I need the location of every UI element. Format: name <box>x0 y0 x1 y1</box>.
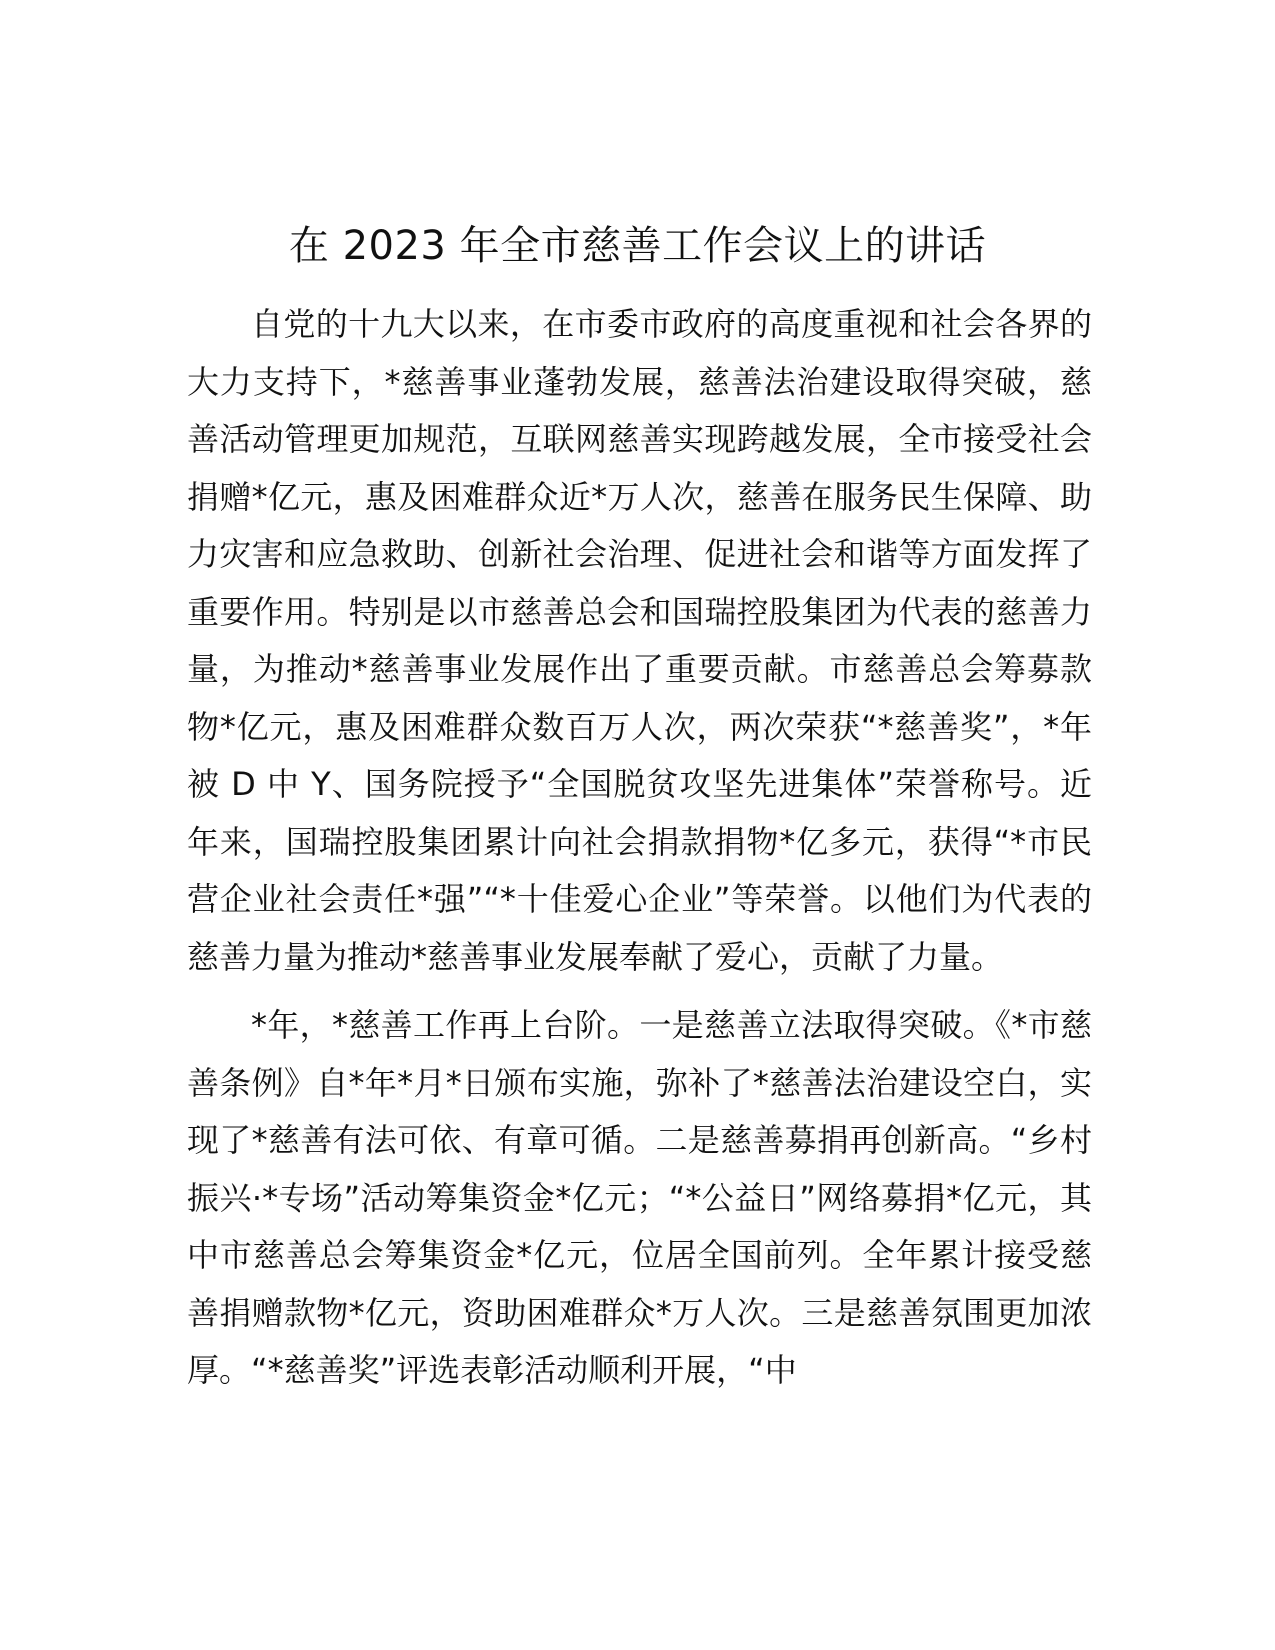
paragraph-1: 自党的十九大以来，在市委市政府的高度重视和社会各界的大力支持下，*慈善事业蓬勃发展，慈善法治建设取得突破，慈善活动管理更加规范，互联网慈善实现跨越发展，全市接受社会捐赠*亿元，惠及困难群众近*万人次，慈善在服务民生保障、助力灾害和应急救助、创新社会治理、促进社会和谐等方面发挥了重要作用。特别是以市慈善总会和国瑞控股集团为代表的慈善力量，为推动*慈善事业发展作出了重要贡献。市慈善总会筹募款物*亿元，惠及困难群众数百万人次，两次荣获“*慈善奖”，*年被 D 中 Y、国务院授予“全国脱贫攻坚先进集体”荣誉称号。近年来，国瑞控股集团累计向社会捐款捐物*亿多元，获得“*市民营企业社会责任*强”“*十佳爱心企业”等荣誉。以他们为代表的慈善力量为推动*慈善事业发展奉献了爱心，贡献了力量。 <box>187 305 1092 976</box>
paragraph-2: *年，*慈善工作再上台阶。一是慈善立法取得突破。《*市慈善条例》自*年*月*日颁布实施，弥补了*慈善法治建设空白，实现了*慈善有法可依、有章可循。二是慈善募捐再创新高。“乡村振兴·*专场”活动筹集资金*亿元；“*公益日”网络募捐*亿元，其中市慈善总会筹集资金*亿元，位居全国前列。全年累计接受慈善捐赠款物*亿元，资助困难群众*万人次。三是慈善氛围更加浓厚。“*慈善奖”评选表彰活动顺利开展，“中 <box>187 1006 1092 1389</box>
document-body <box>187 296 1092 1400</box>
document-title: 在 2023 年全市慈善工作会议上的讲话 <box>288 223 987 269</box>
